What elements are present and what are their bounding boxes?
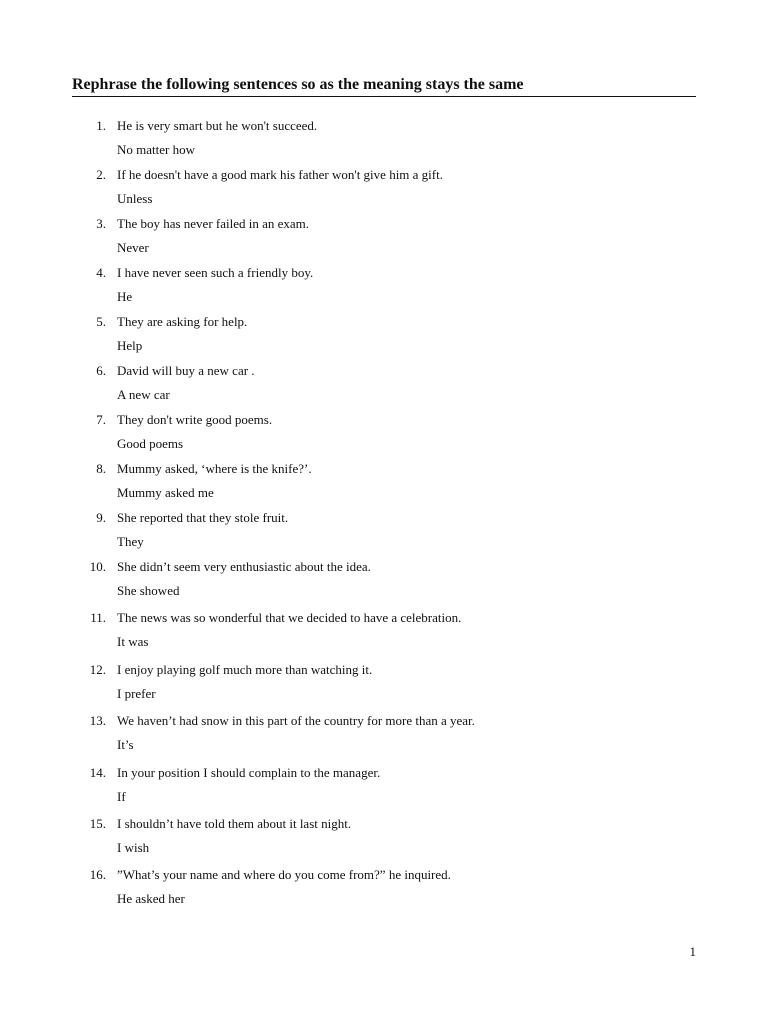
item-number: 11. [90,610,106,626]
exercise-item-14 [0,761,768,812]
exercise-item-8 [0,457,768,506]
exercise-item-2 [0,163,768,212]
exercise-item-16 [0,863,768,914]
exercise-item-9 [0,506,768,555]
exercise-item-10 [0,555,768,606]
exercise-item-6 [0,359,768,408]
rephrase-prompt: No matter how [117,142,195,157]
original-sentence: The news was so wonderful that we decided to have a celebration. [117,610,462,626]
item-number: 10. [89,559,106,574]
item-number: 4. [96,265,106,280]
original-sentence: If he doesn't have a good mark his father won't give him a gift. [117,167,443,182]
item-number: 3. [96,216,106,231]
rephrase-prompt: She showed [117,583,180,598]
exercise-list [0,114,768,915]
original-sentence: They are asking for help. [117,314,248,329]
exercise-item-12 [0,658,768,709]
item-number: 5. [96,314,106,329]
original-sentence: He is very smart but he won't succeed. [117,118,318,133]
item-number: 9. [96,510,106,525]
original-sentence: We haven’t had snow in this part of the country for more than a year. [117,713,475,729]
original-sentence: In your position I should complain to the manager. [117,764,381,780]
exercise-item-13 [0,709,768,760]
original-sentence: David will buy a new car . [117,363,255,378]
rephrase-prompt: Unless [117,191,153,206]
original-sentence: The boy has never failed in an exam. [117,216,310,231]
rephrase-prompt: I wish [117,839,150,855]
original-sentence: Mummy asked, ‘where is the knife?’. [117,461,312,476]
exercise-item-7 [0,408,768,457]
rephrase-prompt: Mummy asked me [117,485,214,500]
rephrase-prompt: He [117,289,133,304]
rephrase-prompt: They [117,534,144,549]
original-sentence: They don't write good poems. [117,412,273,427]
original-sentence: She reported that they stole fruit. [117,510,289,525]
exercise-item-11 [0,606,768,657]
rephrase-prompt: It was [117,634,149,650]
exercise-item-4 [0,261,768,310]
item-number: 12. [89,661,106,677]
rephrase-prompt: Good poems [117,436,184,451]
rephrase-prompt: I prefer [117,685,156,701]
original-sentence: She didn’t seem very enthusiastic about the idea. [117,559,371,574]
item-number: 14. [89,764,106,780]
rephrase-prompt: Never [117,240,149,255]
exercise-item-5 [0,310,768,359]
item-number: 15. [89,815,106,831]
item-number: 1. [96,118,106,133]
page-number: 1 [689,944,696,959]
rephrase-prompt: If [117,788,126,804]
item-number: 7. [96,412,106,427]
page-title: Rephrase the following sentences so as the meaning stays the same [72,75,696,97]
rephrase-prompt: It’s [117,737,134,753]
item-number: 16. [89,867,106,883]
exercise-item-1 [0,114,768,163]
original-sentence: ”What’s your name and where do you come from?” he inquired. [117,867,451,883]
exercise-item-15 [0,812,768,863]
item-number: 2. [96,167,106,182]
item-number: 13. [89,713,106,729]
item-number: 8. [96,461,106,476]
item-number: 6. [96,363,106,378]
rephrase-prompt: Help [117,338,143,353]
original-sentence: I enjoy playing golf much more than watching it. [117,661,373,677]
rephrase-prompt: A new car [117,387,170,402]
exercise-item-3 [0,212,768,261]
rephrase-prompt: He asked her [117,891,185,907]
original-sentence: I shouldn’t have told them about it last night. [117,815,352,831]
original-sentence: I have never seen such a friendly boy. [117,265,314,280]
